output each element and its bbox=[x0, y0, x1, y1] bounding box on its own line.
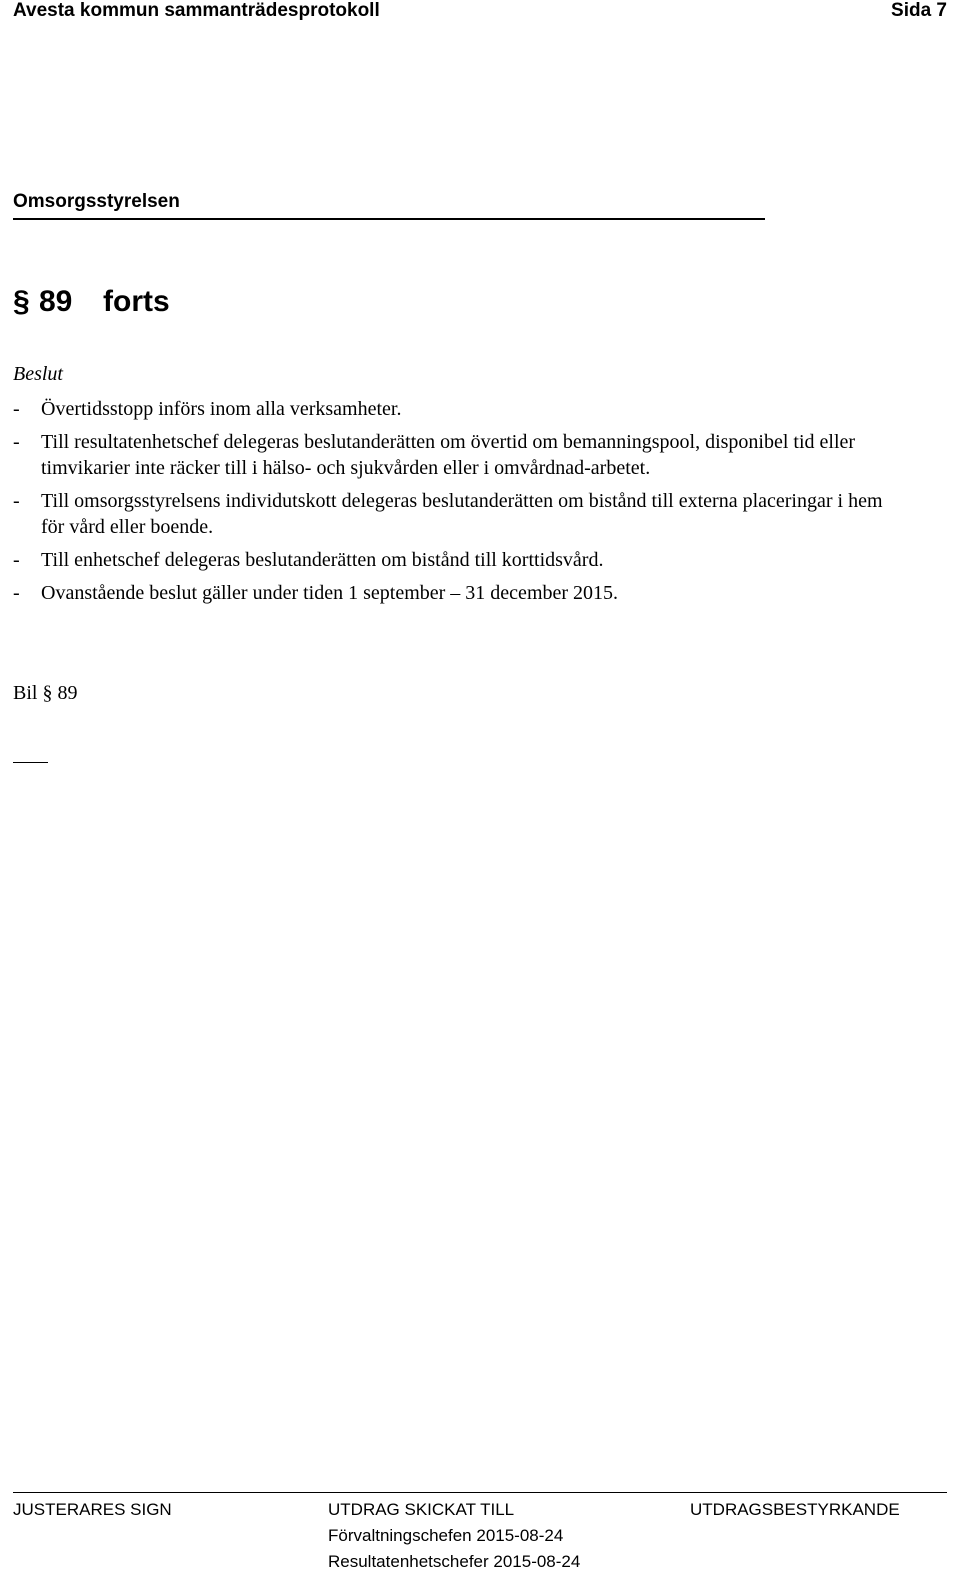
beslut-heading: Beslut bbox=[13, 363, 63, 385]
decision-text: Övertidsstopp införs inom alla verksamheter. bbox=[41, 398, 402, 420]
recipient-line: Förvaltningschefen 2015-08-24 bbox=[328, 1526, 564, 1545]
decision-text: Till omsorgsstyrelsens individutskott delegeras beslutanderätten om bistånd till externa placeringar i hem för vård eller boende. bbox=[41, 490, 883, 538]
decision-item bbox=[13, 488, 893, 540]
utdragsbestyrkande-label: UTDRAGSBESTYRKANDE bbox=[690, 1500, 900, 1519]
decision-list bbox=[13, 396, 893, 613]
footer-justerares bbox=[13, 1497, 172, 1523]
bullet-dash: - bbox=[13, 549, 20, 571]
page-number: Sida 7 bbox=[891, 0, 947, 21]
signature-line bbox=[13, 762, 48, 763]
decision-item bbox=[13, 547, 893, 573]
decision-text: Till enhetschef delegeras beslutanderätten om bistånd till korttidsvård. bbox=[41, 549, 604, 571]
decision-item bbox=[13, 580, 893, 606]
section-heading bbox=[13, 285, 170, 319]
recipient-line: Resultatenhetschefer 2015-08-24 bbox=[328, 1552, 581, 1571]
utdrag-skickat-label: UTDRAG SKICKAT TILL bbox=[328, 1500, 515, 1519]
page-header bbox=[13, 0, 947, 28]
footer-bestyrkande bbox=[690, 1497, 900, 1523]
document-title: Avesta kommun sammanträdesprotokoll bbox=[13, 0, 380, 21]
bullet-dash: - bbox=[13, 431, 20, 453]
section-suffix: forts bbox=[103, 285, 170, 318]
footer-rule bbox=[13, 1492, 947, 1493]
decision-text: Till resultatenhetschef delegeras beslutanderätten om övertid om bemanningspool, disponibel tid eller timvikarier inte räcker till i hälso- och sjukvården eller i omvårdnad-arbetet. bbox=[41, 431, 856, 479]
bullet-dash: - bbox=[13, 582, 20, 604]
attachment-reference: Bil § 89 bbox=[13, 682, 78, 704]
board-underline bbox=[13, 218, 765, 220]
section-mark: § bbox=[13, 285, 30, 318]
decision-text: Ovanstående beslut gäller under tiden 1 september – 31 december 2015. bbox=[41, 582, 619, 604]
bullet-dash: - bbox=[13, 398, 20, 420]
board-name: Omsorgsstyrelsen bbox=[13, 191, 180, 212]
bullet-dash: - bbox=[13, 490, 20, 512]
section-number: 89 bbox=[39, 285, 73, 318]
decision-item bbox=[13, 396, 893, 422]
footer-utdrag bbox=[328, 1497, 580, 1575]
decision-item bbox=[13, 429, 893, 481]
justerares-sign-label: JUSTERARES SIGN bbox=[13, 1500, 172, 1519]
